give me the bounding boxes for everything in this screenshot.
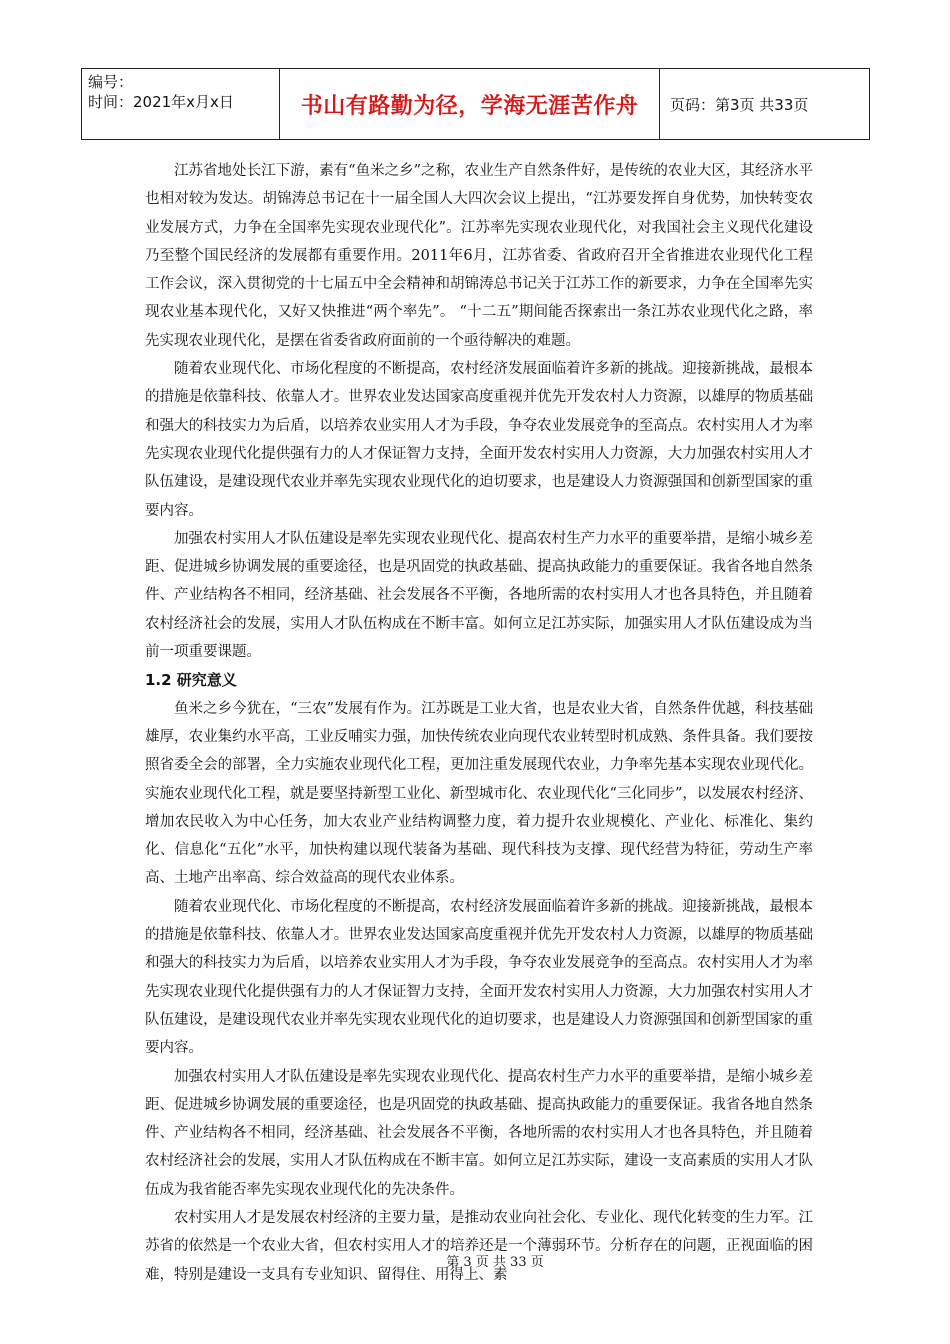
paragraph: 加强农村实用人才队伍建设是率先实现农业现代化、提高农村生产力水平的重要举措，是缩小城乡差距、促进城乡协调发展的重要途径，也是巩固党的执政基础、提高执政能力的重要保证。我省各地自然条件、产业结构各不相同，经济基础、社会发展各不平衡，各地所需的农村实用人才也各具特色，并且随着农村经济社会的发展，实用人才队伍构成在不断丰富。如何立足江苏实际，加强实用人才队伍建设成为当前一项重要课题。	[145, 530, 813, 661]
paragraph: 鱼米之乡今犹在，“三农”发展有作为。江苏既是工业大省，也是农业大省，自然条件优越，科技基础雄厚，农业集约水平高，工业反哺实力强，加快传统农业向现代农业转型时机成熟、条件具备。我们要按照省委全会的部署，全力实施农业现代化工程，更加注重发展现代农业，力争率先基本实现农业现代化。 实施农业现代化工程，就是要坚持新型工业化、新型城市化、农业现代化“三化同步”，以发展农村经济、增加农民收入为中心任务，加大农业产业结构调整力度，着力提升农业规模化、产业化、标准化、集约化、信息化“五化”水平，加快构建以现代装备为基础、现代科技为支撑、现代经营为特征，劳动生产率高、土地产出率高、综合效益高的现代农业体系。	[145, 700, 813, 887]
paragraph: 加强农村实用人才队伍建设是率先实现农业现代化、提高农村生产力水平的重要举措，是缩小城乡差距、促进城乡协调发展的重要途径，也是巩固党的执政基础、提高执政能力的重要保证。我省各地自然条件、产业结构各不相同，经济基础、社会发展各不平衡，各地所需的农村实用人才也各具特色，并且随着农村经济社会的发展，实用人才队伍构成在不断丰富。如何立足江苏实际，建设一支高素质的实用人才队伍成为我省能否率先实现农业现代化的先决条件。	[145, 1068, 813, 1198]
document-time-label: 时间：2021年x月x日	[88, 93, 234, 111]
document-number-label: 编号：	[88, 73, 134, 91]
paragraph: 江苏省地处长江下游，素有“鱼米之乡”之称，农业生产自然条件好，是传统的农业大区，其经济水平也相对较为发达。胡锦涛总书记在十一届全国人大四次会议上提出，“江苏要发挥自身优势，加快转变农业发展方式，力争在全国率先实现农业现代化”。江苏率先实现农业现代化，对我国社会主义现代化建设乃至整个国民经济的发展都有重要作用。2011年6月，江苏省委、省政府召开全省推进农业现代化工程工作会议，深入贯彻党的十七届五中全会精神和胡锦涛总书记关于江苏工作的新要求，力争在全国率先实现农业基本现代化，又好又快推进“两个率先”。 “十二五”期间能否探索出一条江苏农业现代化之路，率先实现农业现代化，是摆在省委省政府面前的一个亟待解决的难题。	[145, 163, 813, 349]
header-page-info: 页码：第3页 共33页	[670, 95, 809, 114]
paragraph: 农村实用人才是发展农村经济的主要力量，是推动农业向社会化、专业化、现代化转变的生力军。江苏省的依然是一个农业大省，但农村实用人才的培养还是一个薄弱环节。分析存在的问题，正视面临的困难，特别是建设一支具有专业知识、留得住、用得上、素	[145, 1209, 813, 1283]
document-header	[81, 68, 870, 140]
header-motto: 书山有路勤为径，学海无涯苦作舟	[280, 69, 660, 139]
paragraph: 随着农业现代化、市场化程度的不断提高，农村经济发展面临着许多新的挑战。迎接新挑战，最根本的措施是依靠科技、依靠人才。世界农业发达国家高度重视并优先开发农村人力资源，以雄厚的物质基础和强大的科技实力为后盾，以培养农业实用人才为手段，争夺农业发展竞争的至高点。农村实用人才为率先实现农业现代化提供强有力的人才保证智力支持，全面开发农村实用人力资源，大力加强农村实用人才队伍建设，是建设现代农业并率先实现农业现代化的迫切要求，也是建设人力资源强国和创新型国家的重要内容。	[145, 361, 813, 519]
page-footer: 第 3 页 共 33 页	[446, 1255, 544, 1270]
document-body	[145, 157, 813, 1289]
paragraph: 随着农业现代化、市场化程度的不断提高，农村经济发展面临着许多新的挑战。迎接新挑战，最根本的措施是依靠科技、依靠人才。世界农业发达国家高度重视并优先开发农村人力资源，以雄厚的物质基础和强大的科技实力为后盾，以培养农业实用人才为手段，争夺农业发展竞争的至高点。农村实用人才为率先实现农业现代化提供强有力的人才保证智力支持，全面开发农村实用人力资源，大力加强农村实用人才队伍建设，是建设现代农业并率先实现农业现代化的迫切要求，也是建设人力资源强国和创新型国家的重要内容。	[145, 898, 813, 1057]
header-meta	[82, 69, 280, 139]
section-heading: 1.2 研究意义	[145, 671, 237, 690]
